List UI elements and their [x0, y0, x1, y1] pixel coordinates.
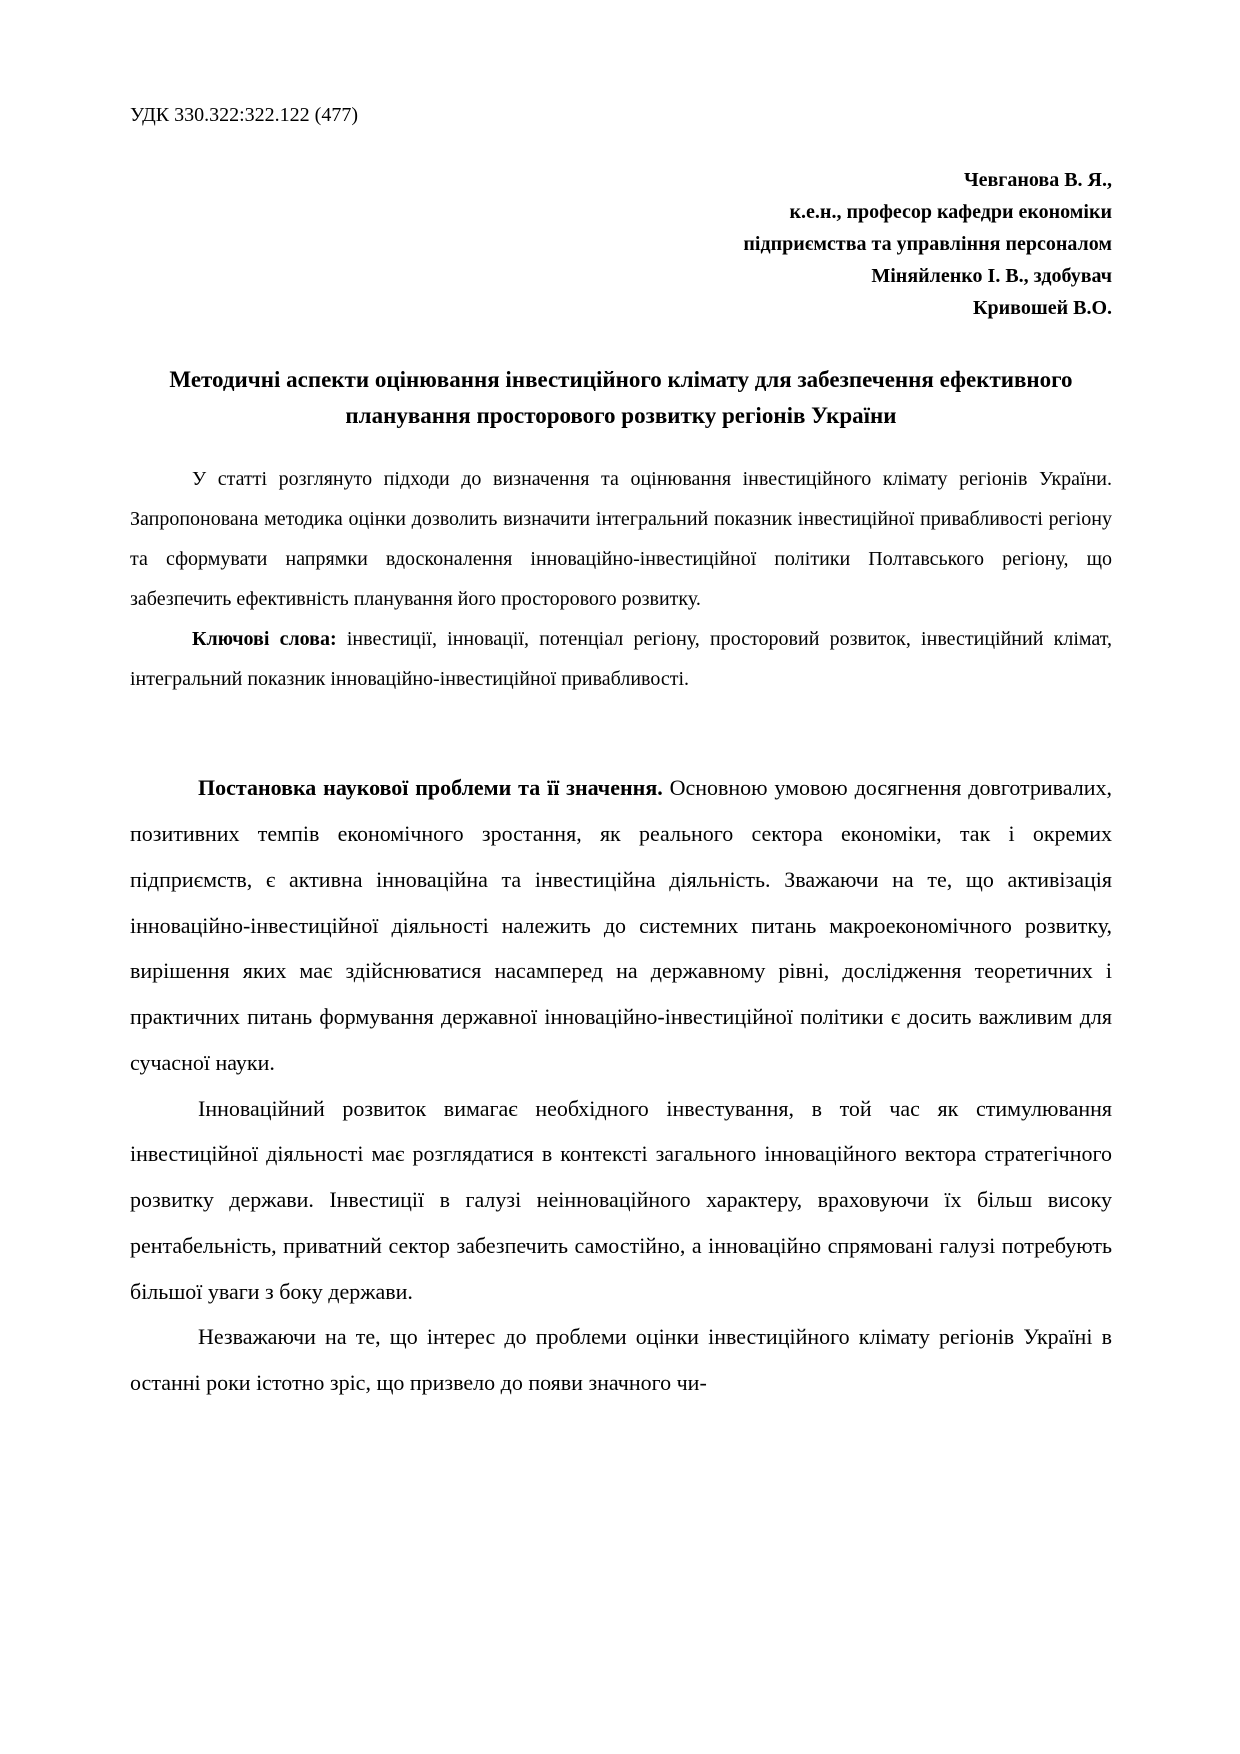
- paragraph-lead: Постановка наукової проблеми та її значення.: [198, 775, 663, 801]
- article-title: Методичні аспекти оцінювання інвестиційного клімату для забезпечення ефективного планування просторового розвитку регіонів України: [169, 367, 1073, 428]
- article-body: [130, 765, 1112, 1406]
- keywords-paragraph: [130, 619, 1112, 699]
- author-line: підприємства та управління персоналом: [743, 233, 1112, 255]
- author-line: Міняйленко І. В., здобувач: [871, 265, 1112, 287]
- body-paragraph: [130, 765, 1112, 1085]
- paragraph-text: Інноваційний розвиток вимагає необхідного інвестування, в той час як стимулювання інвестиційної діяльності має розглядатися в контексті загального інноваційного вектора стратегічного розвитку держави. Інвестиції в галузі неінноваційного характеру, враховуючи їх більш високу рентабельність, приватний сектор забезпечить самостійно, а інноваційно спрямовані галузі потребують більшої уваги з боку держави.: [130, 1095, 1112, 1304]
- udc-code: УДК 330.322:322.122 (477): [130, 104, 358, 126]
- body-paragraph: [130, 1086, 1112, 1315]
- abstract-paragraph: У статті розглянуто підходи до визначення та оцінювання інвестиційного клімату регіонів України. Запропонована методика оцінки дозволить визначити інтегральний показник інвестиційної привабливості регіону та сформувати напрямки вдосконалення інноваційно-інвестиційної політики Полтавського регіону, що забезпечить ефективність планування його просторового розвитку.: [130, 468, 1112, 611]
- keywords-text: інвестиції, інновації, потенціал регіону, просторовий розвиток, інвестиційний клімат, інтегральний показник інноваційно-інвестиційної привабливості.: [130, 628, 1112, 691]
- authors-block: [130, 164, 1112, 324]
- body-paragraph: [130, 1314, 1112, 1406]
- author-line: Кривошей В.О.: [973, 297, 1112, 319]
- author-line: к.е.н., професор кафедри економіки: [789, 201, 1112, 223]
- paragraph-text: Незважаючи на те, що інтерес до проблеми оцінки інвестиційного клімату регіонів Україні в останні роки істотно зріс, що призвело до появи значного чи-: [130, 1324, 1112, 1396]
- keywords-label: Ключові слова:: [192, 628, 337, 651]
- paragraph-text: Основною умовою досягнення довготривалих, позитивних темпів економічного зростання, як реального сектора економіки, так і окремих підприємств, є активна інноваційна та інвестиційна діяльність. Зважаючи на те, що активізація інноваційно-інвестиційної діяльності належить до системних питань макроекономічного розвитку, вирішення яких має здійснюватися насамперед на державному рівні, дослідження теоретичних і практичних питань формування державної інноваційно-інвестиційної політики є досить важливим для сучасної науки.: [130, 775, 1112, 1075]
- author-line: Чевганова В. Я.,: [963, 169, 1112, 191]
